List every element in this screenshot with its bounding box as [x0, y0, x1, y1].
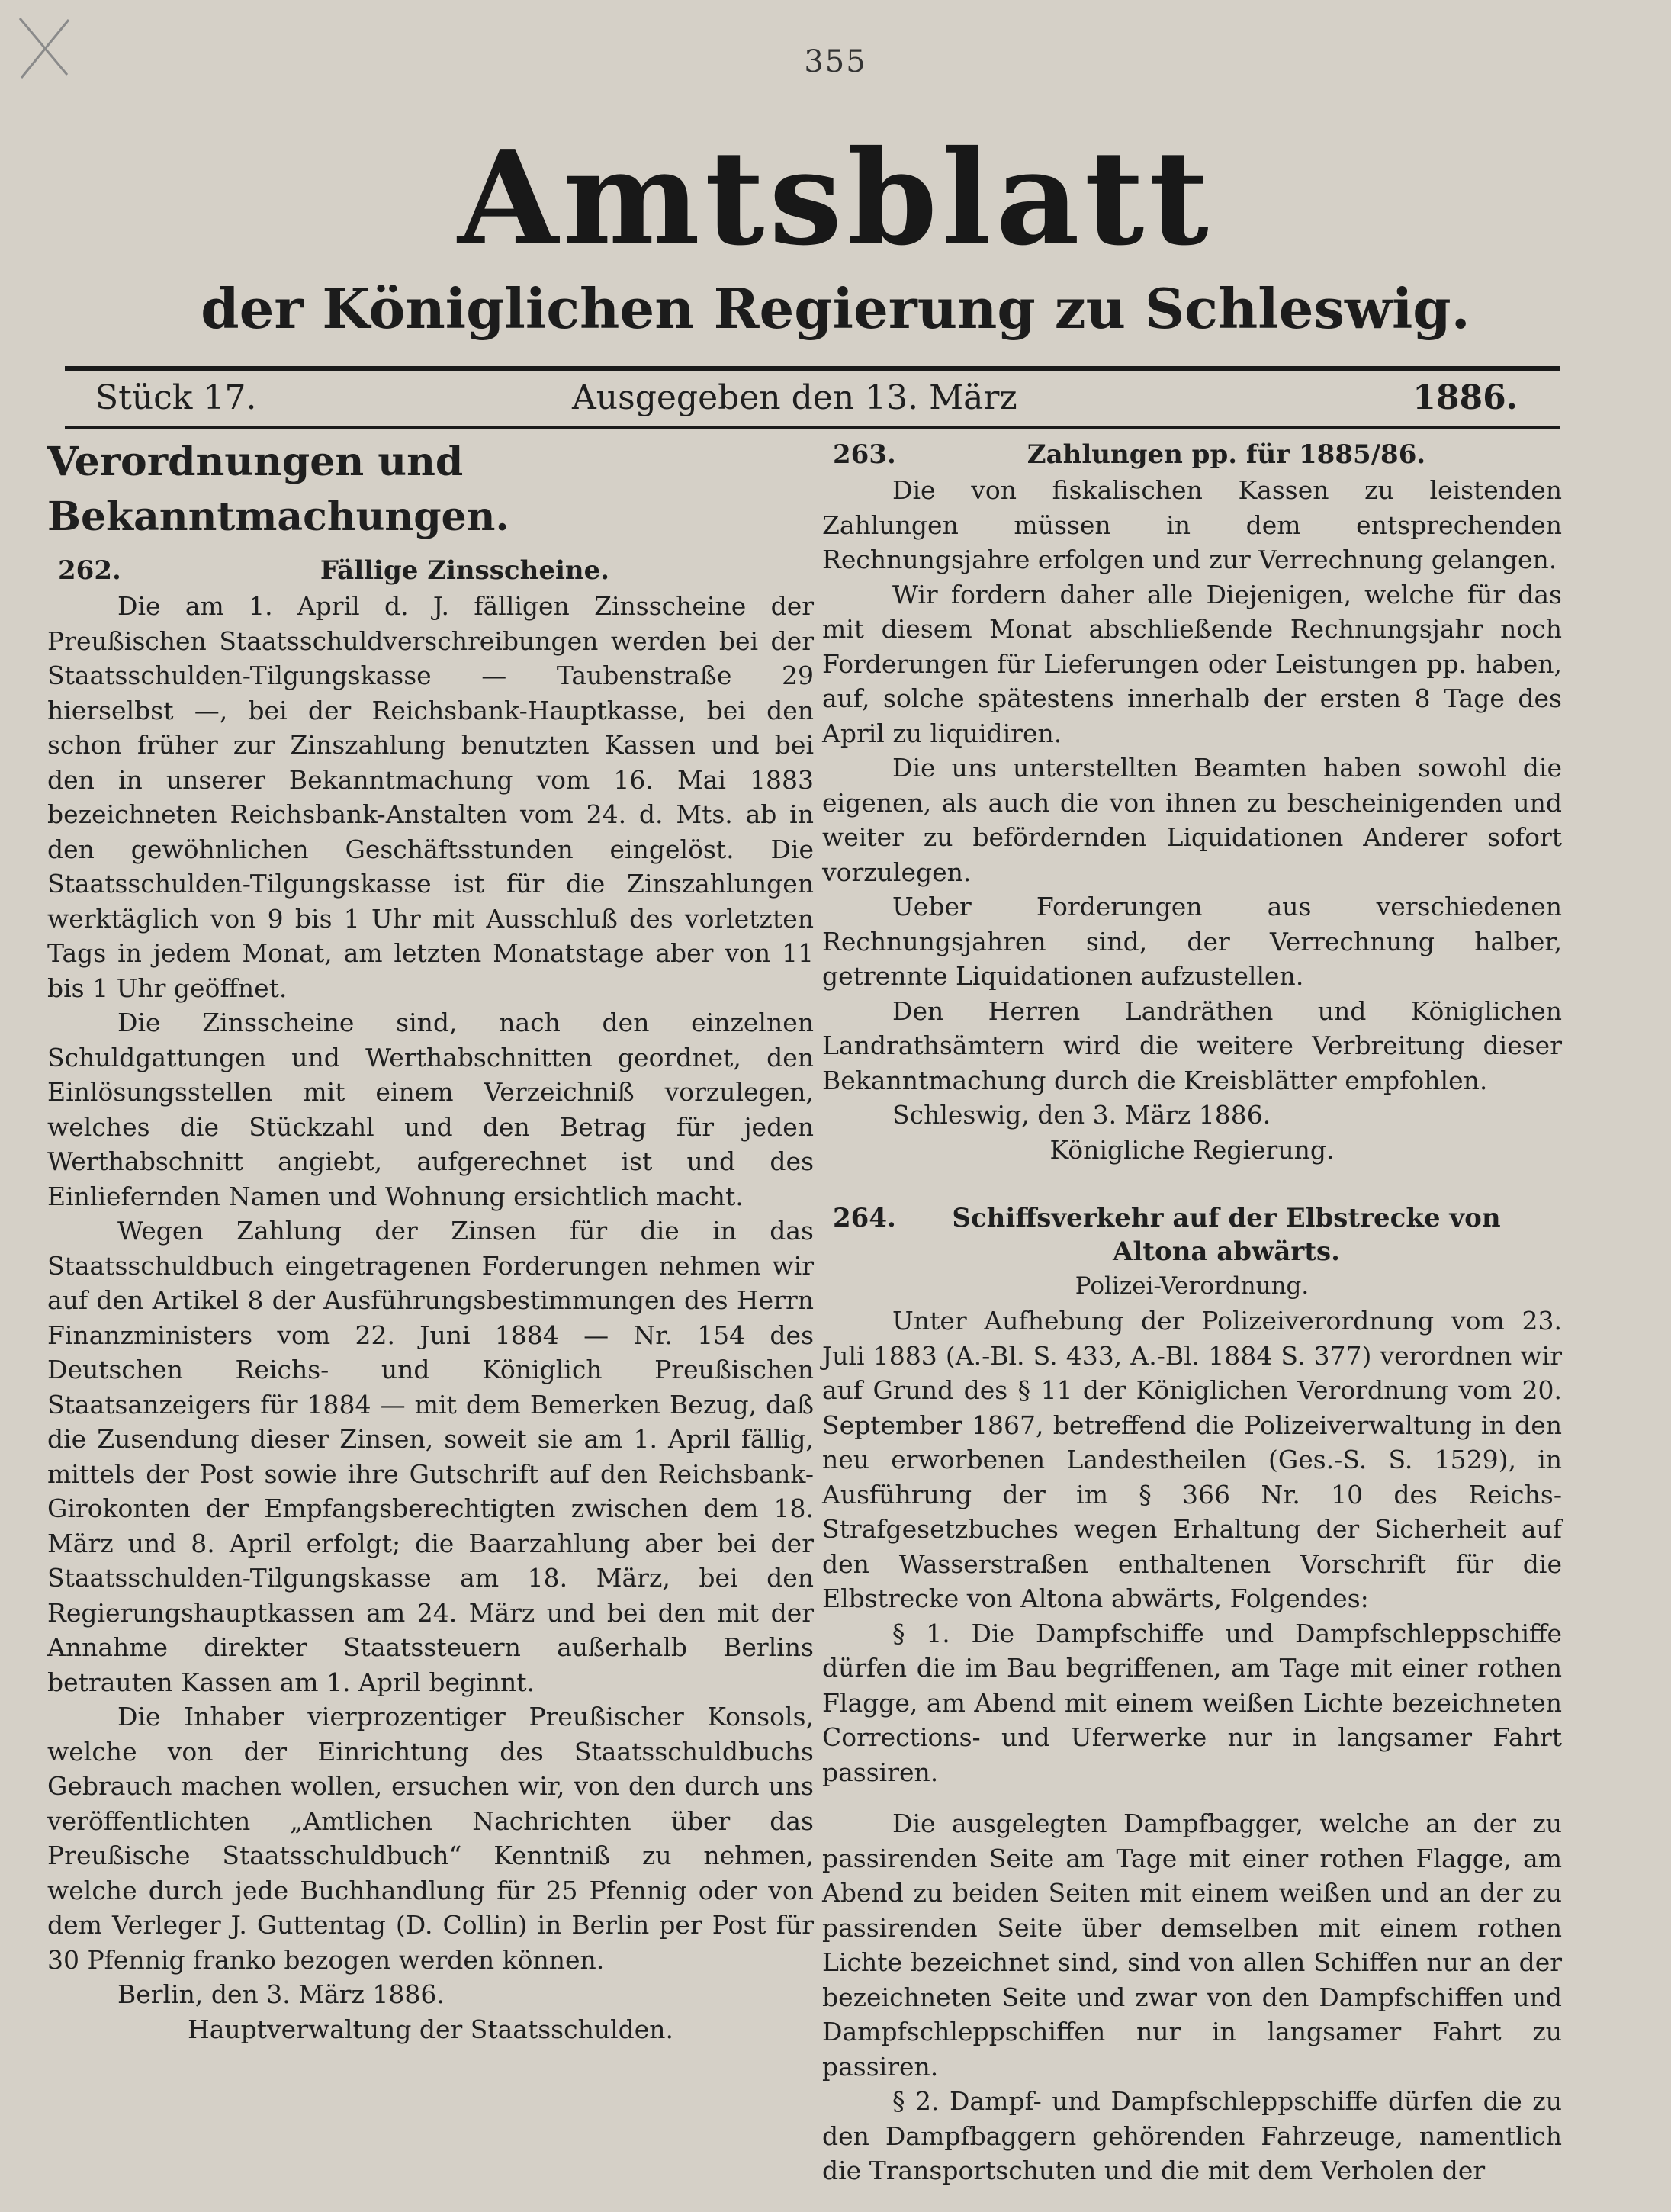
masthead-rule-bottom [65, 426, 1560, 429]
place-date: Schleswig, den 3. März 1886. [892, 1100, 1271, 1130]
article-title-line-1: Schiffsverkehr auf der Elbstrecke von [952, 1203, 1501, 1233]
issue-year: 1886. [1412, 378, 1518, 417]
article-paragraph: Die von fiskalischen Kassen zu leistenden Zahlungen müssen in dem entsprechenden Rechnungsjahre erfolgen und zur Verrechnung gelangen. [822, 475, 1562, 574]
article-paragraph: Die ausgelegten Dampfbagger, welche an der zu passirenden Seite am Tage mit einer rothen Flagge, am Abend zu beiden Seiten mit einem weißen und an der zu passirenden Seite über demselben mit einem rothen Lichte bezeichnet sind, sind von allen Schiffen nur an der bezeichneten Seite und zwar von den Dampfschiffen und Dampfschleppschiffen nur in langsamer Fahrt zu passiren. [822, 1809, 1562, 2082]
signature: Hauptverwaltung der Staatsschulden. [187, 2014, 674, 2044]
article-263-header [822, 438, 1562, 471]
article-number: 263. [833, 439, 896, 470]
masthead-subtitle: der Königlichen Regierung zu Schleswig. [201, 276, 1470, 341]
article-paragraph: Wegen Zahlung der Zinsen für die in das Staatsschuldbuch eingetragenen Forderungen nehmen wir auf den Artikel 8 der Ausführungsbestimmungen des Herrn Finanzministers vom 22. Juni 1884 — Nr. 154 des Deutschen Reichs- und Königlich Preußischen Staatsanzeigers für 1884 — mit dem Bemerken Bezug, daß die Zusendung dieser Zinsen, soweit sie am 1. April fällig, mittels der Post sowie ihre Gutschrift auf den Reichsbank-Girokonten der Empfangsberechtigten zwischen dem 18. März und 8. April erfolgt; die Baarzahlung aber bei der Staatsschulden-Tilgungskasse am 18. März, bei den Regierungshauptkassen am 24. März und bei den mit der Annahme direkter Staatssteuern außerhalb Berlins betrauten Kassen am 1. April beginnt. [47, 1216, 814, 1697]
article-title: Fällige Zinsscheine. [320, 555, 610, 586]
article-paragraph: Die Inhaber vierprozentiger Preußischer Konsols, welche von der Einrichtung des Staatsschuldbuchs Gebrauch machen wollen, ersuchen wir, von den durch uns veröffentlichten „Amtlichen Nachrichten über das Preußische Staatsschuldbuch“ Kenntniß zu nehmen, welche durch jede Buchhandlung für 25 Pfennig oder von dem Verleger J. Guttentag (D. Collin) in Berlin per Post für 30 Pfennig franko bezogen werden können. [47, 1702, 814, 1975]
article-paragraph: Ueber Forderungen aus verschiedenen Rechnungsjahren sind, der Verrechnung halber, getrennte Liquidationen aufzustellen. [822, 892, 1562, 991]
article-title: Zahlungen pp. für 1885/86. [1027, 439, 1426, 470]
article-paragraph: Den Herren Landräthen und Königlichen Landrathsämtern wird die weitere Verbreitung dieser Bekanntmachung durch die Kreisblätter empfohlen. [822, 995, 1562, 1095]
article-paragraph: Die am 1. April d. J. fälligen Zinsscheine der Preußischen Staatsschuldverschreibungen werden bei der Staatsschulden-Tilgungskasse — Taubenstraße 29 hierselbst —, bei der Reichsbank-Hauptkasse, bei den schon früher zur Zinszahlung benutzten Kassen und bei den in unserer Bekanntmachung vom 16. Mai 1883 bezeichneten Reichsbank-Anstalten vom 24. d. Mts. ab in den gewöhnlichen Geschäftsstunden eingelöst. Die Staatsschulden-Tilgungskasse ist für die Zinszahlungen werktäglich von 9 bis 1 Uhr mit Ausschluß des vorletzten Tags in jedem Monat, am letzten Monatstage aber von 11 bis 1 Uhr geöffnet. [47, 591, 814, 1003]
right-column [822, 435, 1562, 2188]
page-number: 355 [804, 44, 867, 79]
masthead-title: Amtsblatt [458, 122, 1213, 275]
article-title-line-2: Altona abwärts. [1113, 1236, 1340, 1267]
article-number: 262. [58, 555, 121, 586]
left-column [47, 435, 814, 2047]
article-paragraph: Unter Aufhebung der Polizeiverordnung vom 23. Juli 1883 (A.-Bl. S. 433, A.-Bl. 1884 S. 377) verordnen wir auf Grund des § 11 der Königlichen Verordnung vom 20. September 1867, betreffend die Polizeiverwaltung in den neu erworbenen Landestheilen (Ges.-S. S. 1529), in Ausführung der im § 366 Nr. 10 des Reichs-Strafgesetzbuches wegen Erhaltung der Sicherheit auf den Wasserstraßen enthaltenen Vorschrift für die Elbstrecke von Altona abwärts, Folgendes: [822, 1306, 1562, 1613]
article-262-header [47, 554, 814, 587]
article-subtitle: Polizei-Verordnung. [1075, 1272, 1309, 1300]
issue-number: Stück 17. [95, 378, 257, 417]
masthead-rule-top [65, 366, 1560, 371]
article-paragraph: Wir fordern daher alle Diejenigen, welche für das mit diesem Monat abschließende Rechnungsjahr noch Forderungen für Lieferungen oder Leistungen pp. haben, auf, solche spätestens innerhalb der ersten 8 Tage des April zu liquidiren. [822, 579, 1562, 748]
article-paragraph: Die Zinsscheine sind, nach den einzelnen Schuldgattungen und Werthabschnitten geordnet, den Einlösungsstellen mit einem Verzeichniß vorzulegen, welches die Stückzahl und den Betrag für jeden Werthabschnitt angiebt, aufgerechnet ist und des Einliefernden Namen und Wohnung ersichtlich macht. [47, 1008, 814, 1211]
article-paragraph: § 1. Die Dampfschiffe und Dampfschleppschiffe dürfen die im Bau begriffenen, am Tage mit einer rothen Flagge, am Abend mit einem weißen Lichte bezeichneten Corrections- und Uferwerke nur in langsamer Fahrt passiren. [822, 1618, 1562, 1787]
section-heading: Verordnungen und Bekanntmachungen. [47, 439, 509, 540]
article-264-header [822, 1201, 1562, 1268]
issue-bar [65, 374, 1560, 423]
place-date: Berlin, den 3. März 1886. [117, 1979, 445, 2009]
signature: Königliche Regierung. [1049, 1135, 1335, 1165]
issue-date: Ausgegeben den 13. März [572, 378, 1017, 417]
article-paragraph: Die uns unterstellten Beamten haben sowohl die eigenen, als auch die von ihnen zu bescheinigenden und weiter zu befördernden Liquidationen Anderer sofort vorzulegen. [822, 753, 1562, 887]
article-number: 264. [833, 1203, 896, 1233]
article-paragraph: § 2. Dampf- und Dampfschleppschiffe dürfen die zu den Dampfbaggern gehörenden Fahrzeuge, namentlich die Transportschuten und die mit dem Verholen der [822, 2086, 1562, 2185]
